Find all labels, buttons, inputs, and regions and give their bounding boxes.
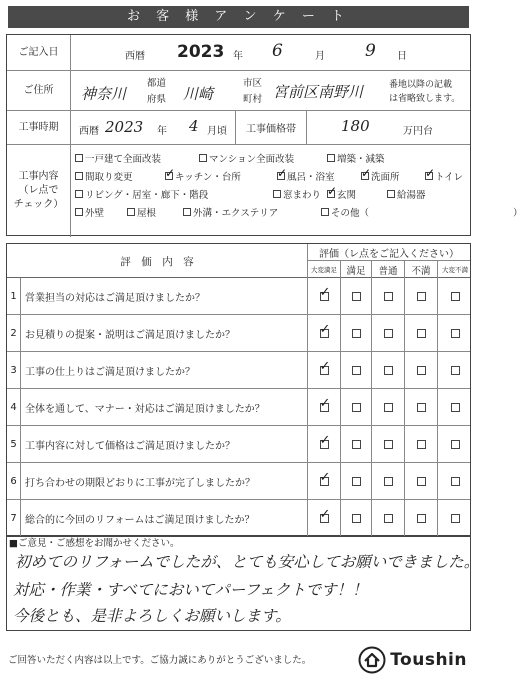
work-option-label: 増築・減築: [337, 154, 385, 165]
question-number: 2: [7, 315, 21, 351]
work-option-checkbox[interactable]: [387, 190, 395, 198]
work-option[interactable]: [321, 205, 369, 219]
construction-year[interactable]: 2023: [105, 118, 144, 136]
rating-checkbox[interactable]: [417, 403, 426, 412]
construction-year-unit: 年: [157, 126, 167, 137]
evaluation-table: [6, 243, 471, 536]
work-option[interactable]: [327, 187, 356, 201]
work-option-label: 外壁: [85, 208, 105, 219]
evaluation-row: [7, 315, 470, 352]
work-option[interactable]: [327, 151, 385, 165]
rating-checkbox[interactable]: [451, 366, 460, 375]
rating-column-header: 満足: [340, 261, 371, 278]
rating-checkbox[interactable]: [417, 366, 426, 375]
question-text: 工事内容に対して価格はご満足頂けましたか？: [25, 440, 235, 452]
rating-cell: [307, 278, 340, 314]
work-option[interactable]: [75, 187, 208, 201]
rating-checkbox[interactable]: [384, 329, 393, 338]
city-suffix-top: 市区: [243, 78, 263, 89]
work-option-label: キッチン・台所: [175, 172, 241, 183]
comments-section: [6, 536, 480, 631]
rating-checkbox[interactable]: [451, 403, 460, 412]
evaluation-row: [7, 352, 470, 389]
rating-checkbox[interactable]: [320, 403, 329, 412]
rating-checkbox[interactable]: [352, 292, 361, 301]
work-checklist: [73, 147, 523, 235]
evaluation-content-header: 評 価 内 容: [120, 255, 194, 268]
other-close-paren: ）: [513, 208, 523, 219]
evaluation-row: [7, 389, 470, 426]
rating-cell: [371, 315, 404, 351]
work-option-label: マンション全面改装: [209, 154, 295, 165]
house-logo-icon: [358, 646, 386, 674]
question-number: 3: [7, 352, 21, 388]
question-text: 全体を通して、マナー・対応はご満足頂けましたか？: [25, 403, 265, 415]
toushin-logo: [358, 646, 467, 674]
rating-cell: [404, 352, 437, 388]
pref-suffix-top: 都道: [147, 78, 167, 89]
entry-date-day[interactable]: 9: [365, 41, 376, 61]
question-text: 工事の仕上りはご満足頂けましたか？: [25, 366, 195, 378]
rating-checkbox[interactable]: [352, 440, 361, 449]
rating-checkbox[interactable]: [417, 477, 426, 486]
address-label: ご住所: [7, 71, 71, 110]
question-text: 営業担当の対応はご満足頂けましたか？: [25, 292, 205, 304]
work-option-checkbox[interactable]: [75, 208, 83, 216]
rating-checkbox[interactable]: [384, 514, 393, 523]
work-option-checkbox[interactable]: [277, 172, 285, 180]
rating-cell: [307, 500, 340, 536]
question-number: 6: [7, 463, 21, 499]
rating-cell: [307, 426, 340, 462]
work-option-checkbox[interactable]: [327, 190, 335, 198]
construction-price-unit: 万円台: [403, 126, 433, 137]
rating-checkbox[interactable]: [417, 440, 426, 449]
rating-cell: [437, 463, 472, 499]
comment-line-3[interactable]: 今後とも、是非よろしくお願いします。: [13, 607, 291, 625]
address-city[interactable]: 川崎: [183, 85, 214, 103]
question-number: 1: [7, 278, 21, 314]
rating-checkbox[interactable]: [417, 329, 426, 338]
comment-line-1[interactable]: 初めてのリフォームでしたが、とても安心してお願いできました。: [15, 553, 480, 571]
rating-checkbox[interactable]: [352, 366, 361, 375]
rating-cell: [437, 315, 472, 351]
work-option-label: 屋根: [137, 208, 157, 219]
entry-date-label: ご記入日: [7, 35, 71, 70]
rating-checkbox[interactable]: [451, 477, 460, 486]
work-option-checkbox[interactable]: [327, 154, 335, 162]
evaluation-row: [7, 278, 470, 315]
rating-checkbox[interactable]: [352, 514, 361, 523]
entry-date-month[interactable]: 6: [272, 41, 283, 61]
rating-cell: [307, 315, 340, 351]
work-option[interactable]: [75, 169, 133, 183]
entry-date-year[interactable]: 2023: [177, 42, 225, 62]
work-option-label: 給湯器: [397, 190, 426, 201]
rating-checkbox[interactable]: [451, 292, 460, 301]
work-option[interactable]: [361, 169, 400, 183]
rating-cell: [340, 389, 371, 425]
rating-cell: [340, 315, 371, 351]
address-row: [7, 71, 470, 111]
survey-title: お 客 様 ア ン ケ ー ト: [8, 6, 469, 28]
construction-month-unit: 月頃: [207, 126, 227, 137]
rating-cell: [437, 389, 472, 425]
rating-cell: [371, 389, 404, 425]
entry-date-year-unit: 年: [233, 51, 243, 62]
evaluation-row: [7, 500, 470, 537]
rating-cell: [340, 426, 371, 462]
work-label-line3: チェック）: [13, 199, 64, 210]
entry-date-day-unit: 日: [397, 51, 407, 62]
construction-price[interactable]: 180: [341, 117, 370, 135]
rating-cell: [437, 352, 472, 388]
question-text: 打ち合わせの期限どおりに工事が完了しましたか？: [25, 477, 255, 489]
work-option-checkbox[interactable]: [273, 190, 281, 198]
question-number: 5: [7, 426, 21, 462]
rating-checkbox[interactable]: [320, 440, 329, 449]
work-option[interactable]: [199, 151, 294, 165]
work-option[interactable]: [273, 187, 321, 201]
rating-checkbox[interactable]: [320, 514, 329, 523]
rating-column-header: 大変満足: [307, 261, 340, 278]
evaluation-header: [7, 244, 470, 278]
rating-cell: [371, 278, 404, 314]
footer-note: ご回答いただく内容は以上です。ご協力誠にありがとうございました。: [8, 655, 312, 666]
question-text: 総合的に今回のリフォームはご満足頂けましたか？: [25, 514, 255, 526]
work-option-label: 風呂・浴室: [287, 172, 335, 183]
rating-cell: [404, 500, 437, 536]
work-option-label: 間取り変更: [85, 172, 133, 183]
rating-checkbox[interactable]: [451, 440, 460, 449]
rating-cell: [340, 500, 371, 536]
rating-checkbox[interactable]: [451, 514, 460, 523]
rating-cell: [404, 278, 437, 314]
work-option-checkbox[interactable]: [183, 208, 191, 216]
rating-cell: [404, 463, 437, 499]
address-prefecture[interactable]: 神奈川: [81, 85, 127, 103]
rating-cell: [371, 352, 404, 388]
rating-cell: [437, 278, 472, 314]
work-label-line2: （レ点で: [18, 185, 59, 196]
rating-cell: [404, 426, 437, 462]
work-option-checkbox[interactable]: [361, 172, 369, 180]
rating-checkbox[interactable]: [320, 292, 329, 301]
work-option-checkbox[interactable]: [425, 172, 433, 180]
question-text: お見積りの提案・説明はご満足頂けましたか？: [25, 329, 235, 341]
rating-cell: [404, 315, 437, 351]
rating-cell: [371, 500, 404, 536]
rating-checkbox[interactable]: [352, 477, 361, 486]
construction-month[interactable]: 4: [189, 117, 199, 135]
rating-column-header: 不満: [404, 261, 437, 278]
rating-checkbox[interactable]: [417, 514, 426, 523]
work-label-line1: 工事内容: [18, 171, 59, 182]
work-option-label: トイレ: [435, 172, 464, 183]
work-option-label: 外溝・エクステリア: [193, 208, 279, 219]
rating-column-header: 大変不満: [437, 261, 472, 278]
rating-checkbox[interactable]: [384, 292, 393, 301]
work-option-checkbox[interactable]: [199, 154, 207, 162]
rating-cell: [437, 426, 472, 462]
rating-cell: [307, 352, 340, 388]
rating-cell: [371, 463, 404, 499]
evaluation-row: [7, 426, 470, 463]
rating-cell: [307, 463, 340, 499]
rating-checkbox[interactable]: [384, 403, 393, 412]
work-option-label: 玄関: [337, 190, 357, 201]
question-number: 4: [7, 389, 21, 425]
work-row: [7, 145, 523, 237]
work-option-label: リビング・居室・廊下・階段: [85, 190, 209, 201]
rating-column-header: 普通: [371, 261, 404, 278]
work-option-label: 窓まわり: [283, 190, 322, 201]
brand-name: Toushin: [390, 650, 467, 670]
rating-checkbox[interactable]: [320, 329, 329, 338]
rating-checkbox[interactable]: [352, 403, 361, 412]
pref-suffix-bottom: 府県: [147, 94, 167, 105]
rating-checkbox[interactable]: [384, 366, 393, 375]
work-option-checkbox[interactable]: [165, 172, 173, 180]
rating-checkbox[interactable]: [320, 477, 329, 486]
address-note-line1: 番地以降の記載: [389, 80, 453, 90]
work-option[interactable]: [75, 151, 161, 165]
construction-label: 工事時期: [7, 111, 71, 144]
evaluation-row: [7, 463, 470, 500]
evaluation-rating-header: 評価（レ点をご記入ください）: [307, 244, 470, 261]
work-option-label: その他（: [331, 208, 370, 219]
work-option-checkbox[interactable]: [321, 208, 329, 216]
rating-checkbox[interactable]: [384, 477, 393, 486]
construction-era: 西暦: [79, 126, 99, 137]
rating-checkbox[interactable]: [451, 329, 460, 338]
rating-cell: [340, 352, 371, 388]
rating-checkbox[interactable]: [352, 329, 361, 338]
rating-checkbox[interactable]: [417, 292, 426, 301]
customer-info-section: [6, 34, 523, 236]
question-number: 7: [7, 500, 21, 536]
work-option-label: 洗面所: [371, 172, 400, 183]
work-option[interactable]: [183, 205, 278, 219]
rating-cell: [340, 463, 371, 499]
rating-cell: [404, 389, 437, 425]
work-option[interactable]: [75, 205, 104, 219]
comments-label: ■ご意見・ご感想をお聞かせください。: [9, 538, 180, 549]
rating-cell: [340, 278, 371, 314]
city-suffix-bottom: 町村: [243, 94, 263, 105]
work-option-label: 一戸建て全面改装: [85, 154, 162, 165]
work-option-checkbox[interactable]: [127, 208, 135, 216]
address-town[interactable]: 宮前区南野川: [273, 83, 364, 101]
rating-cell: [307, 389, 340, 425]
entry-date-month-unit: 月: [315, 51, 325, 62]
entry-date-row: [7, 35, 470, 71]
work-option[interactable]: [277, 169, 335, 183]
entry-date-era: 西暦: [125, 51, 145, 62]
work-option[interactable]: [127, 205, 156, 219]
comment-line-2[interactable]: 対応・作業・すべてにおいてパーフェクトです！！: [13, 581, 368, 599]
work-option-checkbox[interactable]: [75, 172, 83, 180]
construction-row: [7, 111, 470, 145]
rating-cell: [371, 426, 404, 462]
work-option[interactable]: [425, 169, 463, 183]
rating-checkbox[interactable]: [384, 440, 393, 449]
address-note-line2: は省略致します。: [389, 94, 461, 104]
work-option[interactable]: [387, 187, 426, 201]
rating-checkbox[interactable]: [320, 366, 329, 375]
work-option-checkbox[interactable]: [75, 190, 83, 198]
work-label: [7, 145, 71, 237]
rating-cell: [437, 500, 472, 536]
work-option[interactable]: [165, 169, 241, 183]
price-label: 工事価格帯: [235, 111, 307, 144]
work-option-checkbox[interactable]: [75, 154, 83, 162]
